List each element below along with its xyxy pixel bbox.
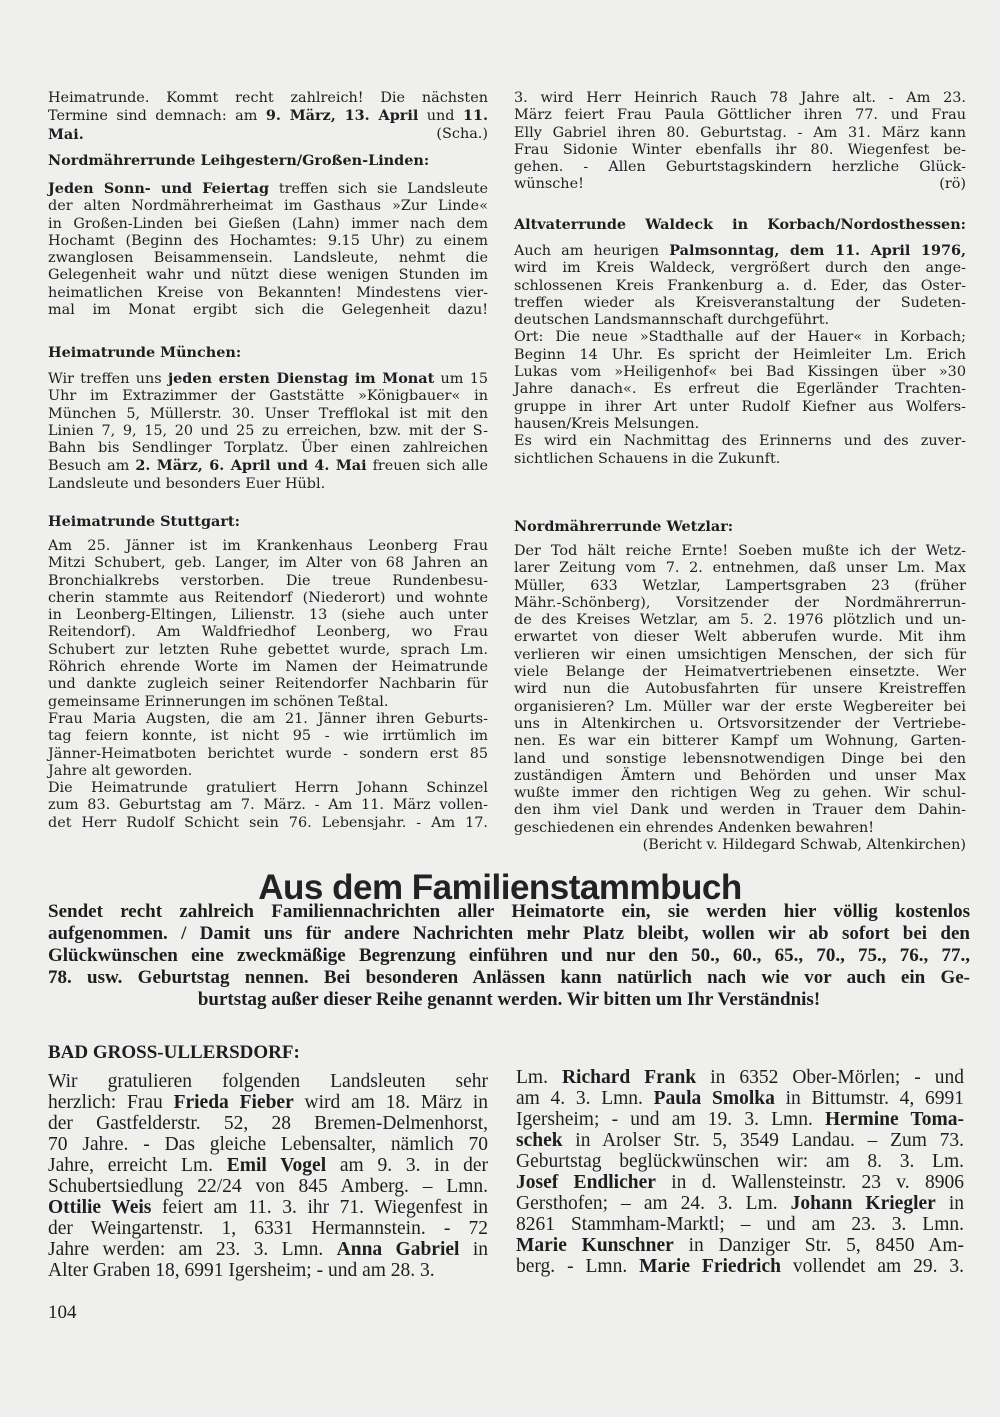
text-run: hausen/Kreis Melsungen. <box>514 415 700 432</box>
text-run: Auch am heurigen <box>514 243 670 259</box>
text-run: herzlich: Frau <box>48 1092 174 1113</box>
text-run: in <box>935 1193 964 1214</box>
text-run: der alten Nordmährerheimat im Gasthaus »Zur Linde« <box>48 198 488 215</box>
text-line <box>514 176 966 193</box>
paragraph-stuttgart-1 <box>48 538 488 711</box>
text-run: Am 25. Jänner ist im Krankenhaus Leonberg Frau <box>48 538 488 554</box>
text-run: wird am 18. März in <box>293 1092 488 1113</box>
bold-text: jeden ersten Dienstag im Monat <box>167 370 435 387</box>
text-run: Mitzi Schubert, geb. Langer, im Alter von 68 Jahren an <box>48 555 488 572</box>
text-line <box>48 642 488 659</box>
text-line <box>514 716 966 733</box>
text-line <box>48 538 488 555</box>
text-line <box>516 1214 964 1235</box>
text-line <box>48 1239 488 1260</box>
text-run: 3. wird Herr Heinrich Rauch 78 Jahre alt. - Am 23. <box>514 90 966 106</box>
text-line <box>48 1218 488 1239</box>
text-run: Gelegenheit wahr und nützt diese wenigen Stunden im <box>48 267 488 284</box>
text-run: am 9. 3. in der <box>326 1155 489 1176</box>
section-notice <box>48 901 970 1011</box>
text-line <box>516 1172 964 1193</box>
text-line <box>514 433 966 450</box>
author-initials: (Scha.) <box>436 125 488 142</box>
text-line <box>516 1088 964 1109</box>
text-line <box>514 142 966 159</box>
text-run: mal im Monat ergibt sich die Gelegenheit dazu! <box>48 302 488 319</box>
bold-text: Johann Kriegler <box>790 1193 936 1214</box>
text-line <box>48 746 488 763</box>
text-run: Sendet recht zahlreich Familiennachrichten aller Heimatorte ein, sie werden hier völlig kostenlos <box>48 901 970 922</box>
text-run: Heimatrunde. Kommt recht zahlreich! Die nächsten <box>48 90 488 106</box>
text-line <box>48 476 488 493</box>
altvater-section <box>514 242 966 468</box>
text-line <box>48 406 488 423</box>
heading-stuttgart: Heimatrunde Stuttgart: <box>48 513 240 530</box>
text-run: schlossenen Kreis Frankenburg a. d. Eder, das Oster- <box>514 277 966 294</box>
text-run: sichtlichen Schauens in die Zukunft. <box>514 450 781 467</box>
text-run: Elly Gabriel ihren 80. Geburtstag. - Am 31. März kann <box>514 124 966 141</box>
section-title: Aus dem Familienstammbuch <box>258 868 742 907</box>
text-run: gehen. - Allen Geburtstagskindern herzliche Glück- <box>514 159 966 176</box>
text-run: gruppe in ihrer Art unter Rudolf Kiefner aus Wolfers- <box>514 398 966 415</box>
text-run: uns in Altenkirchen u. Ortsvorsitzender der Vertriebe- <box>514 715 966 732</box>
text-line <box>514 629 966 646</box>
text-run: Jahre, erreicht Lm. <box>48 1155 227 1176</box>
text-line <box>48 216 488 233</box>
text-run: in Bittumstr. 4, 6991 <box>774 1088 964 1109</box>
text-run: Geburtstag beglückwünschen wir: am 8. 3. Lm. <box>516 1151 964 1172</box>
text-run: in Großen-Linden bei Gießen (Lahn) immer nach dem <box>48 215 488 232</box>
text-line <box>48 440 488 457</box>
text-run: Termine sind demnach: am <box>48 108 266 125</box>
text-run: larer Zeitung vom 7. 2. entnehmen, daß unser Lm. Max <box>514 560 966 577</box>
text-line <box>514 595 966 612</box>
text-run: Jahre danach«. Es erfreut die Egerländer Trachten- <box>514 381 966 398</box>
text-line <box>514 543 966 560</box>
text-run: Die Heimatrunde gratuliert Herrn Johann Schinzel <box>48 780 488 797</box>
bold-text: 11. <box>462 107 488 125</box>
text-run: zum 83. Geburtstag am 7. März. - Am 11. März vollen- <box>48 797 488 814</box>
bold-text: Paula Smolka <box>653 1088 775 1109</box>
bold-text: schek <box>516 1130 563 1151</box>
text-run: Frau Sidonie Winter ebenfalls ihr 80. Wiegenfest be- <box>514 141 966 158</box>
text-run: nen. Es war ein bitterer Kampf um Wohnung, Garten- <box>514 733 966 750</box>
text-run: 8261 Stammham-Marktl; – und am 23. 3. Lmn. <box>516 1214 964 1235</box>
bold-text: 9. März, 13. April <box>265 107 419 125</box>
text-line <box>48 607 488 624</box>
text-line <box>514 681 966 698</box>
text-run: Wir treffen uns <box>48 371 168 387</box>
text-run: Bronchialkrebs verstorben. Die treue Rundenbesu- <box>48 572 488 589</box>
text-run: Wir gratulieren folgenden Landsleuten sehr <box>48 1071 488 1092</box>
text-run: organisieren? Lm. Müller war der erste Wegbereiter bei <box>514 698 966 715</box>
text-run: am 4. 3. Lmn. <box>516 1088 654 1109</box>
text-line <box>514 381 966 398</box>
text-line <box>48 250 488 267</box>
text-line <box>514 578 966 595</box>
text-line <box>48 659 488 676</box>
text-line <box>48 1176 488 1197</box>
text-run: Beginn 14 Uhr. Es spricht der Heimleiter Lm. Erich <box>514 346 966 363</box>
text-line <box>514 664 966 681</box>
ullersdorf-column-2 <box>516 1067 964 1277</box>
text-line <box>514 364 966 381</box>
text-line <box>48 676 488 693</box>
paragraph-stuttgart-3 <box>48 780 488 832</box>
text-line <box>514 278 966 295</box>
paragraph-birthdays-continued <box>514 90 966 194</box>
text-run: det Herr Rudolf Schicht sein 76. Lebensjahr. - Am 17. <box>48 814 488 831</box>
text-line <box>48 780 488 797</box>
text-line <box>516 1256 964 1277</box>
text-line <box>48 815 488 832</box>
text-run: Jahre werden: am 23. 3. Lmn. <box>48 1239 337 1260</box>
text-run: erwartet von dieser Welt abberufen wurde. Mit ihm <box>514 629 966 646</box>
heading-altvaterrunde: Altvaterrunde Waldeck in Korbach/Nordosthessen: <box>514 216 966 233</box>
text-line <box>514 820 966 837</box>
text-run: 78. usw. Geburtstag nennen. Bei besonderen Anlässen kann natürlich nach wie vor auch ein Ge- <box>48 967 970 988</box>
text-line <box>48 126 488 144</box>
text-line <box>514 347 966 364</box>
text-line <box>48 728 488 745</box>
text-run: deutschen Landsmannschaft durchgeführt. <box>514 312 830 329</box>
text-line <box>514 312 966 329</box>
bold-text: Palmsonntag, dem 11. April 1976, <box>669 242 966 259</box>
text-run: Glückwünschen eine zweckmäßige Begrenzung einführen und nur den 50., 60., 65., 70., 75., 76., 77., <box>48 945 970 966</box>
bold-text: Josef Endlicher <box>516 1172 656 1193</box>
text-line <box>514 90 966 107</box>
text-run: Reitendorf). Am Waldfriedhof Leonberg, wo Frau <box>48 624 488 641</box>
text-line <box>48 1092 488 1113</box>
text-run: viele Belange der Heimatvertriebenen einsetzte. Wer <box>514 664 966 681</box>
text-run: wird im Kreis Waldeck, vergrößert durch den ange- <box>514 260 966 277</box>
text-line <box>514 107 966 124</box>
text-run: wird nun die Autobusfahrten für unsere Kreistreffen <box>514 681 966 698</box>
text-run: in 6352 Ober-Mörlen; - und <box>696 1067 964 1088</box>
text-line <box>48 989 970 1011</box>
text-line <box>514 647 966 664</box>
bold-text: 2. März, 6. April und 4. Mai <box>135 457 367 475</box>
text-line <box>48 923 970 945</box>
text-run: cherin stammte aus Reitendorf (Niederort) und wohnte <box>48 589 488 606</box>
text-line <box>514 399 966 416</box>
text-run: in Arolser Str. 5, 3549 Landau. – Zum 73. <box>562 1130 964 1151</box>
text-line <box>48 590 488 607</box>
ullersdorf-column-1 <box>48 1071 488 1281</box>
bold-text: Mai. <box>48 125 84 143</box>
text-run: gemeinsame Erinnerungen im schönen Teßtal. <box>48 693 389 710</box>
text-line <box>48 267 488 284</box>
text-line <box>514 329 966 346</box>
text-run: geschiedenen ein ehrendes Andenken bewahren! <box>514 819 875 836</box>
text-run: verlieren wir einen umsichtigen Menschen, der sich für <box>514 646 966 663</box>
paragraph-altvater-1 <box>514 242 966 329</box>
text-run: der Gastfelderstr. 52, 28 Bremen-Delmenhorst, <box>48 1113 488 1134</box>
text-run: Gersthofen; – am 24. 3. Lm. <box>516 1193 791 1214</box>
text-line <box>514 260 966 277</box>
text-line <box>48 107 488 125</box>
text-run: in Leonberg-Eltingen, Lilienstr. 13 (siehe auch unter <box>48 607 488 624</box>
text-line <box>516 1067 964 1088</box>
text-line <box>514 159 966 176</box>
text-run: Besuch am <box>48 458 136 475</box>
text-run: Ort: Die neue »Stadthalle auf der Hauer« in Korbach; <box>514 329 966 346</box>
text-line <box>516 1235 964 1256</box>
report-signature: (Bericht v. Hildegard Schwab, Altenkirchen) <box>642 837 966 854</box>
text-line <box>48 573 488 590</box>
text-line <box>48 233 488 250</box>
text-run: Müller, 633 Wetzlar, Lampertsgraben 23 (früher <box>514 577 966 594</box>
text-line <box>48 945 970 967</box>
text-run: 70 Jahre. - Das gleiche Lebensalter, nämlich 70 <box>48 1134 488 1155</box>
text-run: Uhr im Extrazimmer der Gaststätte »Königbauer« in <box>48 388 488 405</box>
text-run: berg. - Lmn. <box>516 1256 640 1277</box>
text-run: der Weingartenstr. 1, 6331 Hermannstein. - 72 <box>48 1218 488 1239</box>
text-run: und dankte zugleich seiner Reitendorfer Nachbarin für <box>48 676 488 693</box>
text-line <box>48 302 488 319</box>
wetzlar-section <box>514 543 966 854</box>
text-line <box>48 1071 488 1092</box>
heading-leihgestern: Nordmährerrunde Leihgestern/Großen-Linden: <box>48 152 430 169</box>
text-run: Lm. <box>516 1067 562 1088</box>
text-line <box>514 612 966 629</box>
text-line <box>48 457 488 475</box>
text-line <box>514 733 966 750</box>
text-line <box>48 797 488 814</box>
text-run: zwanglosen Beisammensein. Landsleute, nehmt die <box>48 250 488 267</box>
text-run: wußte immer den richtigen Weg zu gehen. Wir schul- <box>514 785 966 802</box>
text-run: treffen wieder als Kreisveranstaltung der Sudeten- <box>514 294 966 311</box>
text-run: vollendet am 29. 3. <box>780 1256 964 1277</box>
text-line <box>514 242 966 260</box>
paragraph-heimatrunde-closing <box>48 90 488 144</box>
text-run: Schubertsiedlung 22/24 von 845 Amberg. – Lmn. <box>48 1176 488 1197</box>
text-run: Frau Maria Augsten, die am 21. Jänner ihren Geburts- <box>48 710 488 727</box>
text-run: und <box>418 108 463 125</box>
text-line <box>48 1197 488 1218</box>
text-line <box>514 295 966 312</box>
text-run: Schubert zur letzten Ruhe gebettet wurde, sprach Lm. <box>48 641 488 658</box>
text-line <box>516 1193 964 1214</box>
text-run: München 5, Müllerstr. 30. Unser Trefflokal ist mit den <box>48 405 488 422</box>
text-line <box>514 416 966 433</box>
text-run: den ihm viel Dank und werden in Trauer dem Dahin- <box>514 802 966 819</box>
bold-text: Hermine Toma- <box>825 1109 964 1130</box>
author-initials: (rö) <box>939 176 966 193</box>
text-run: Der Tod hält reiche Ernte! Soeben mußte ich der Wetz- <box>514 543 966 559</box>
paragraph-stuttgart-2 <box>48 711 488 780</box>
text-line <box>48 370 488 388</box>
text-line <box>514 751 966 768</box>
bold-text: Jeden Sonn- und Feiertag <box>48 180 270 197</box>
text-run: tag feiern konnte, ist nicht 95 - wie irrtümlich im <box>48 728 488 745</box>
text-line <box>516 1109 964 1130</box>
text-line <box>514 125 966 142</box>
text-run: Hochamt (Beginn des Hochamtes: 9.15 Uhr) zu einem <box>48 232 488 249</box>
bold-text: Emil Vogel <box>226 1155 327 1176</box>
text-line <box>48 90 488 107</box>
text-run: zuständigen Ämtern und Behörden und unser Max <box>514 767 966 784</box>
paragraph-leihgestern <box>48 180 488 319</box>
text-line <box>48 763 488 780</box>
text-run: treffen sich sie Landsleute <box>269 181 488 197</box>
heading-wetzlar: Nordmährerrunde Wetzlar: <box>514 518 734 535</box>
text-run: aufgenommen. / Damit uns für andere Nachrichten mehr Platz bleibt, wollen wir ab sofort bei den <box>48 923 970 944</box>
text-line <box>48 694 488 711</box>
heading-bad-gross-ullersdorf: BAD GROSS-ULLERSDORF: <box>48 1042 300 1063</box>
text-run: freuen sich alle <box>366 458 488 475</box>
page-number: 104 <box>48 1302 77 1323</box>
text-run: Igersheim; - und am 19. 3. Lmn. <box>516 1109 826 1130</box>
text-line <box>48 1155 488 1176</box>
text-line <box>514 699 966 716</box>
paragraph-altvater-3 <box>514 433 966 468</box>
text-run: Lukas vom »Heiligenhof« bei Bad Kissingen über »30 <box>514 364 966 381</box>
text-line <box>516 1151 964 1172</box>
text-run: in Danziger Str. 5, 8450 Am- <box>673 1235 964 1256</box>
text-run: wünsche! <box>514 176 584 193</box>
bold-text: Richard Frank <box>561 1067 697 1088</box>
text-run: Alter Graben 18, 6991 Igersheim; - und am 28. 3. <box>48 1260 435 1281</box>
text-line <box>48 1134 488 1155</box>
text-run: burtstag außer dieser Reihe genannt werden. Wir bitten um Ihr Verständnis! <box>197 989 821 1010</box>
text-line <box>48 624 488 641</box>
text-line <box>48 901 970 923</box>
text-run: Röhrich ehrende Worte im Namen der Heimatrunde <box>48 659 488 676</box>
text-line <box>516 1130 964 1151</box>
text-run: um 15 <box>434 371 489 387</box>
text-run: heimatlichen Kreise von Bekannten! Mindestens vier- <box>48 284 488 301</box>
text-line <box>48 967 970 989</box>
text-line <box>514 560 966 577</box>
paragraph-altvater-2 <box>514 329 966 433</box>
bold-text: Marie Friedrich <box>639 1256 781 1277</box>
text-run: land und sonstige lebensnotwendigen Dinge bei den <box>514 750 966 767</box>
text-run: feiert am 11. 3. ihr 71. Wiegenfest in <box>151 1197 489 1218</box>
text-run: Bahn bis Sendlinger Torplatz. Über einen zahlreichen <box>48 440 488 457</box>
text-run: in d. Wallensteinstr. 23 v. 8906 <box>655 1172 964 1193</box>
text-line <box>48 180 488 198</box>
text-run: Linien 7, 9, 15, 20 und 25 zu erreichen, bzw. mit der S- <box>48 422 488 439</box>
text-run: Landsleute und besonders Euer Hübl. <box>48 475 326 492</box>
paragraph-wetzlar <box>514 543 966 837</box>
heading-muenchen: Heimatrunde München: <box>48 344 242 361</box>
text-line <box>48 198 488 215</box>
bold-text: Anna Gabriel <box>336 1239 460 1260</box>
text-run: Es wird ein Nachmittag des Erinnerns und des zuver- <box>514 433 966 450</box>
text-line <box>514 785 966 802</box>
text-line <box>48 285 488 302</box>
text-line <box>514 802 966 819</box>
text-run: Jahre alt geworden. <box>48 762 193 779</box>
text-line <box>48 388 488 405</box>
text-line <box>48 1260 488 1281</box>
text-run: in <box>459 1239 488 1260</box>
paragraph-muenchen <box>48 370 488 493</box>
text-run: März feiert Frau Paula Göttlicher ihren 77. und Frau <box>514 107 966 124</box>
text-run: Mähr.-Schönberg), Vorsitzender der Nordmährerrun- <box>514 594 966 611</box>
text-run: de des Kreises Wetzlar, am 5. 2. 1976 plötzlich und un- <box>514 612 966 629</box>
text-line <box>48 423 488 440</box>
stuttgart-section <box>48 538 488 832</box>
bold-text: Ottilie Weis <box>48 1197 152 1218</box>
text-line <box>48 711 488 728</box>
text-run: Jänner-Heimatboten berichtet wurde - sondern erst 85 <box>48 745 488 762</box>
bold-text: Frieda Fieber <box>173 1092 294 1113</box>
bold-text: Marie Kunschner <box>516 1235 674 1256</box>
text-line <box>514 451 966 468</box>
text-line <box>48 1113 488 1134</box>
text-line <box>48 555 488 572</box>
text-line <box>514 768 966 785</box>
